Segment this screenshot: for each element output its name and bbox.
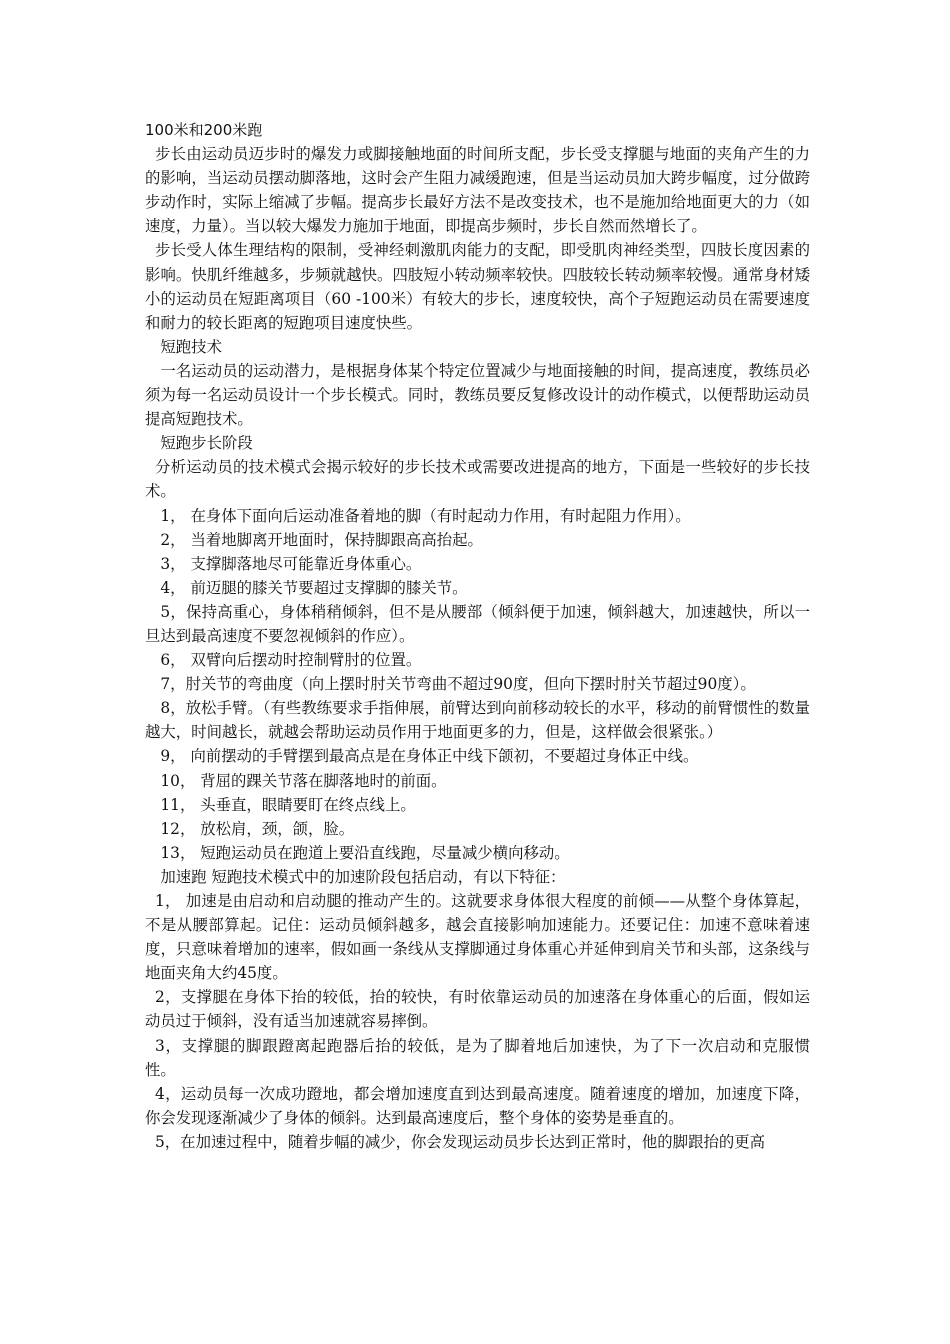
document-title: 100米和200米跑	[145, 121, 263, 139]
list-item: 5，保持高重心，身体稍稍倾斜，但不是从腰部（倾斜便于加速，倾斜越大，加速越快，所以一旦达到最高速度不要忽视倾斜的作应）。	[145, 602, 810, 645]
list-item: 10， 背屈的踝关节落在脚落地时的前面。	[160, 771, 447, 790]
list-item: 2，支撑腿在身体下抬的较低，抬的较快，有时依靠运动员的加速落在身体重心的后面，假如运动员过于倾斜，没有适当加速就容易摔倒。	[145, 988, 810, 1031]
list-item: 13， 短跑运动员在跑道上要沿直线跑，尽量减少横向移动。	[160, 843, 570, 862]
list-item: 5，在加速过程中，随着步幅的减少，你会发现运动员步长达到正常时，他的脚跟抬的更高	[155, 1132, 766, 1151]
heading-acceleration: 加速跑 短跑技术模式中的加速阶段包括启动，有以下特征：	[160, 867, 566, 886]
list-item: 4，运动员每一次成功蹬地，都会增加速度直到达到最高速度。随着速度的增加，加速度下降，你会发现逐渐减少了身体的倾斜。达到最高速度后，整个身体的姿势是垂直的。	[145, 1084, 810, 1127]
heading-sprint-technique: 短跑技术	[160, 337, 222, 356]
list-item: 9， 向前摆动的手臂摆到最高点是在身体正中线下颌初，不要超过身体正中线。	[160, 747, 699, 766]
paragraph-stride-physiology: 步长受人体生理结构的限制，受神经刺激肌肉能力的支配，即受肌肉神经类型，四肢长度因素的影响。快肌纤维越多，步频就越快。四肢短小转动频率较快。四肢较长转动频率较慢。通常身材矮小的运动员在短距离项目（60 -100米）有较大的步长，速度较快，高个子短跑运动员在需要速度和耐力的较长距离的短跑项目速度快些。	[145, 241, 810, 332]
list-item: 3，支撑腿的脚跟蹬离起跑器后抬的较低，是为了脚着地后加速快，为了下一次启动和克服惯性。	[145, 1036, 810, 1079]
list-item: 7，肘关节的弯曲度（向上摆时肘关节弯曲不超过90度，但向下摆时肘关节超过90度）。	[160, 675, 756, 694]
list-item: 12， 放松肩，颈，颌，脸。	[160, 819, 355, 838]
document-page	[145, 118, 810, 1154]
list-item: 8，放松手臂。（有些教练要求手指伸展，前臂达到向前移动较长的水平，移动的前臂惯性的数量越大，时间越长，就越会帮助运动员作用于地面更多的力，但是，这样做会很紧张。）	[145, 699, 810, 742]
heading-sprint-stride-phase: 短跑步长阶段	[160, 434, 253, 453]
list-item: 6， 双臂向后摆动时控制臂肘的位置。	[160, 651, 422, 670]
paragraph-analysis-intro: 分析运动员的技术模式会揭示较好的步长技术或需要改进提高的地方，下面是一些较好的步长技术。	[145, 458, 810, 501]
list-item: 2， 当着地脚离开地面时，保持脚跟高高抬起。	[160, 530, 483, 549]
paragraph-stride-power: 步长由运动员迈步时的爆发力或脚接触地面的时间所支配，步长受支撑腿与地面的夹角产生的力的影响，当运动员摆动脚落地，这时会产生阻力减缓跑速，但是当运动员加大跨步幅度，过分做跨步动作时，实际上缩减了步幅。提高步长最好方法不是改变技术，也不是施加给地面更大的力（如速度，力量）。当以较大爆发力施加于地面，即提高步频时，步长自然而然增长了。	[145, 145, 810, 236]
list-item: 1， 加速是由启动和启动腿的推动产生的。这就要求身体很大程度的前倾——从整个身体算起，不是从腰部算起。记住：运动员倾斜越多，越会直接影响加速能力。还要记住：加速不意味着速度，只意味着增加的速率，假如画一条线从支撑脚通过身体重心并延伸到肩关节和头部，这条线与地面夹角大约45度。	[145, 892, 810, 983]
list-item: 4， 前迈腿的膝关节要超过支撑脚的膝关节。	[160, 578, 468, 597]
list-item: 11， 头垂直，眼睛要盯在终点线上。	[160, 795, 416, 814]
list-item: 3， 支撑脚落地尽可能靠近身体重心。	[160, 554, 422, 573]
list-item: 1， 在身体下面向后运动准备着地的脚（有时起动力作用，有时起阻力作用）。	[160, 506, 691, 525]
paragraph-athlete-potential: 一名运动员的运动潜力，是根据身体某个特定位置减少与地面接触的时间，提高速度，教练员必须为每一名运动员设计一个步长模式。同时，教练员要反复修改设计的动作模式，以便帮助运动员提高短跑技术。	[145, 361, 810, 429]
